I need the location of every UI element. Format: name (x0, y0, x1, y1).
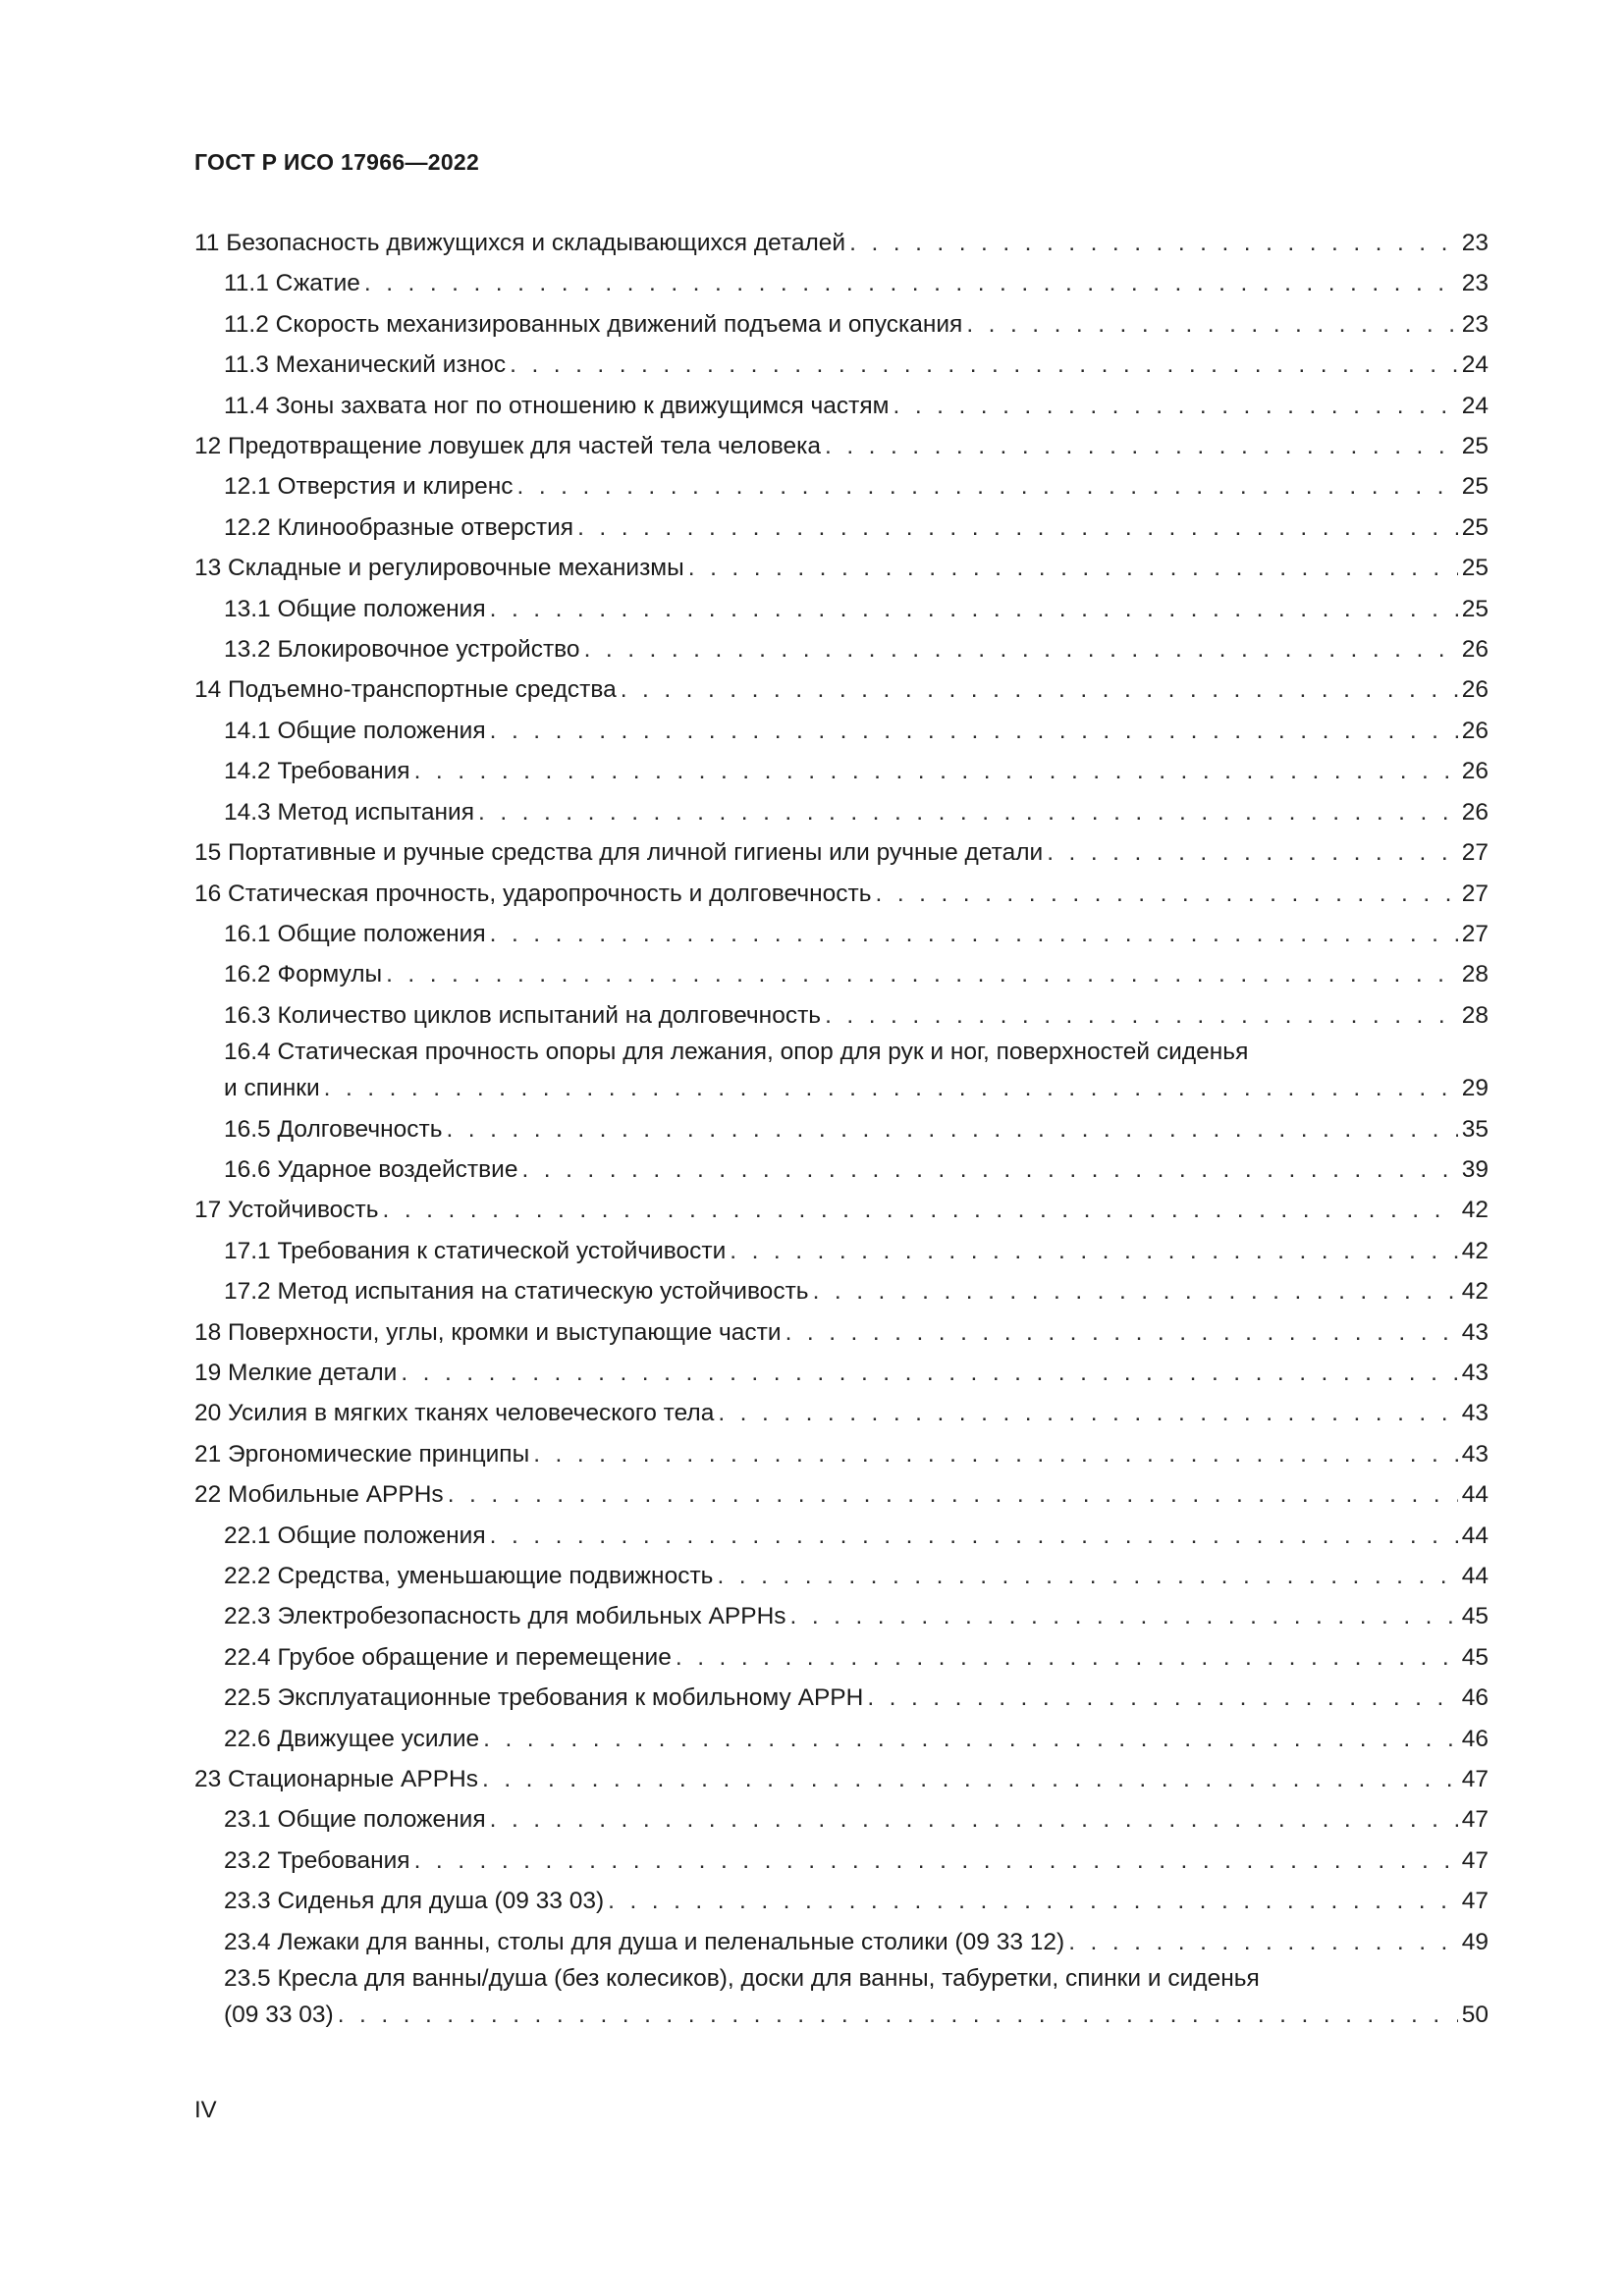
toc-entry-title: 16 Статическая прочность, ударопрочность и долговечность (194, 880, 872, 907)
dot-leader (490, 711, 1458, 751)
dot-leader (876, 874, 1458, 914)
toc-subsection[interactable] (194, 1922, 1489, 1962)
toc-entry-title: 11.4 Зоны захвата ног по отношению к движущимся частям (224, 392, 890, 419)
toc-entry-title: 22.1 Общие положения (224, 1522, 486, 1549)
toc-page-number: 42 (1461, 1278, 1489, 1306)
toc-page-number: 45 (1461, 1643, 1489, 1671)
toc-subsection[interactable] (194, 1109, 1489, 1149)
toc-page-number: 49 (1461, 1928, 1489, 1955)
toc-subsection[interactable] (194, 1556, 1489, 1596)
toc-entry-title: 22.6 Движущее усилие (224, 1725, 480, 1752)
toc-subsection[interactable] (194, 386, 1489, 426)
toc-entry-title: 11 Безопасность движущихся и складывающихся деталей (194, 230, 846, 256)
toc-entry-title-continuation: и спинки (224, 1075, 320, 1102)
toc-page-number: 26 (1461, 798, 1489, 826)
dot-leader (867, 1678, 1457, 1718)
toc-section[interactable] (194, 548, 1489, 588)
toc-section[interactable] (194, 1353, 1489, 1393)
toc-subsection[interactable] (194, 507, 1489, 548)
toc-subsection[interactable] (194, 1962, 1489, 2035)
dot-leader (893, 386, 1458, 426)
toc-section[interactable] (194, 669, 1489, 710)
toc-entry-title: 20 Усилия в мягких тканях человеческого тела (194, 1400, 715, 1427)
dot-leader (584, 629, 1458, 669)
toc-section[interactable] (194, 1312, 1489, 1353)
toc-subsection[interactable] (194, 751, 1489, 791)
toc-section[interactable] (194, 1434, 1489, 1474)
toc-page-number: 44 (1461, 1563, 1489, 1589)
toc-subsection[interactable] (194, 914, 1489, 954)
toc-entry-title: 15 Портативные и ручные средства для личной гигиены или ручные детали (194, 839, 1044, 867)
toc-entry-title: 18 Поверхности, углы, кромки и выступающие части (194, 1318, 782, 1346)
toc-entry-title: 16.4 Статическая прочность опоры для лежания, опор для рук и ног, поверхностей сиденья (224, 1039, 1249, 1066)
toc-page-number: 25 (1461, 433, 1489, 460)
document-header: ГОСТ Р ИСО 17966—2022 (194, 149, 480, 175)
dot-leader (482, 1759, 1458, 1799)
toc-entry-title: 19 Мелкие детали (194, 1359, 398, 1386)
toc-page-number: 45 (1461, 1603, 1489, 1630)
toc-page-number: 27 (1461, 920, 1489, 947)
toc-page-number: 42 (1461, 1197, 1489, 1224)
toc-page-number: 47 (1461, 1888, 1489, 1915)
toc-page-number: 25 (1461, 555, 1489, 582)
toc-section[interactable] (194, 1393, 1489, 1433)
toc-entry-title: 22.4 Грубое обращение и перемещение (224, 1643, 672, 1671)
toc-entry-title: 11.2 Скорость механизированных движений подъема и опускания (224, 310, 963, 338)
dot-leader (813, 1271, 1458, 1311)
toc-entry-title: 17.2 Метод испытания на статическую устойчивость (224, 1278, 809, 1306)
toc-page-number: 46 (1461, 1725, 1489, 1752)
toc-entry-title: 16.6 Ударное воздействие (224, 1155, 518, 1183)
toc-subsection[interactable] (194, 1231, 1489, 1271)
toc-entry-title: 11.3 Механический износ (224, 351, 507, 379)
toc-page-number: 23 (1461, 270, 1489, 297)
toc-entry-title: 16.2 Формулы (224, 961, 383, 988)
toc-page-number: 27 (1461, 880, 1489, 907)
toc-page-number: 23 (1461, 310, 1489, 338)
toc-entry-title: 22.3 Электробезопасность для мобильных APPHs (224, 1603, 786, 1630)
toc-entry-title: 16.5 Долговечность (224, 1115, 443, 1143)
dot-leader (608, 1881, 1458, 1921)
dot-leader (414, 1841, 1458, 1881)
toc-entry-title: 12.2 Клинообразные отверстия (224, 513, 574, 541)
toc-page-number: 25 (1461, 473, 1489, 501)
toc-subsection[interactable] (194, 1799, 1489, 1840)
page-number: IV (194, 2097, 217, 2123)
toc-entry-title: 12 Предотвращение ловушек для частей тела человека (194, 433, 822, 460)
toc-page-number: 39 (1461, 1155, 1489, 1183)
toc-page-number: 26 (1461, 676, 1489, 704)
toc-page-number: 26 (1461, 636, 1489, 664)
dot-leader (510, 345, 1458, 385)
dot-leader (386, 954, 1458, 994)
dot-leader (448, 1474, 1458, 1515)
toc-subsection[interactable] (194, 1516, 1489, 1556)
toc-entry-title: 23.3 Сиденья для душа (09 33 03) (224, 1888, 605, 1915)
dot-leader (490, 589, 1458, 629)
toc-entry-title: 17.1 Требования к статической устойчивости (224, 1237, 727, 1264)
dot-leader (849, 223, 1458, 263)
toc-page-number: 35 (1461, 1115, 1489, 1143)
toc-page-number: 44 (1461, 1522, 1489, 1549)
toc-entry-title: 23 Стационарные APPHs (194, 1766, 478, 1793)
toc-subsection[interactable] (194, 589, 1489, 629)
dot-leader (338, 1995, 1458, 2035)
dot-leader (1047, 832, 1458, 873)
toc-page-number: 26 (1461, 758, 1489, 785)
toc-page-number: 46 (1461, 1684, 1489, 1712)
toc-entry-title: 23.5 Кресла для ванны/душа (без колесиков), доски для ванны, табуретки, спинки и сиденья (224, 1965, 1260, 1993)
dot-leader (730, 1231, 1457, 1271)
toc-subsection[interactable] (194, 629, 1489, 669)
toc-subsection[interactable] (194, 263, 1489, 303)
toc-page-number: 47 (1461, 1846, 1489, 1874)
table-of-contents (194, 223, 1489, 2035)
dot-leader (364, 263, 1458, 303)
toc-section[interactable] (194, 832, 1489, 873)
dot-leader (483, 1719, 1458, 1759)
toc-entry-title: 22 Мобильные APPHs (194, 1481, 444, 1509)
toc-subsection[interactable] (194, 995, 1489, 1036)
toc-subsection[interactable] (194, 1678, 1489, 1718)
toc-entry-title: 21 Эргономические принципы (194, 1440, 530, 1468)
toc-subsection[interactable] (194, 1637, 1489, 1678)
toc-entry-title: 14.3 Метод испытания (224, 798, 474, 826)
toc-entry-title: 14 Подъемно-транспортные средства (194, 676, 617, 704)
toc-subsection[interactable] (194, 711, 1489, 751)
dot-leader (676, 1637, 1458, 1678)
toc-page-number: 47 (1461, 1806, 1489, 1834)
toc-entry-title: 11.1 Сжатие (224, 270, 360, 297)
dot-leader (383, 1190, 1458, 1230)
toc-page-number: 26 (1461, 717, 1489, 744)
toc-subsection[interactable] (194, 1719, 1489, 1759)
dot-leader (414, 751, 1458, 791)
toc-entry-title: 23.4 Лежаки для ванны, столы для душа и пеленальные столики (09 33 12) (224, 1928, 1065, 1955)
dot-leader (825, 426, 1458, 466)
dot-leader (478, 792, 1458, 832)
toc-subsection[interactable] (194, 792, 1489, 832)
toc-entry-title: 17 Устойчивость (194, 1197, 379, 1224)
dot-leader (718, 1393, 1457, 1433)
toc-subsection[interactable] (194, 1149, 1489, 1190)
toc-page-number: 43 (1461, 1400, 1489, 1427)
toc-page-number: 27 (1461, 839, 1489, 867)
dot-leader (825, 995, 1458, 1036)
dot-leader (533, 1434, 1458, 1474)
toc-page-number: 47 (1461, 1766, 1489, 1793)
dot-leader (621, 669, 1458, 710)
toc-subsection[interactable] (194, 1036, 1489, 1108)
dot-leader (1068, 1922, 1458, 1962)
toc-subsection[interactable] (194, 954, 1489, 994)
dot-leader (521, 1149, 1457, 1190)
dot-leader (490, 1799, 1458, 1840)
dot-leader (790, 1596, 1458, 1636)
toc-subsection[interactable] (194, 1881, 1489, 1921)
toc-subsection[interactable] (194, 466, 1489, 507)
toc-subsection[interactable] (194, 345, 1489, 385)
toc-entry-title: 14.2 Требования (224, 758, 410, 785)
toc-subsection[interactable] (194, 1271, 1489, 1311)
dot-leader (688, 548, 1458, 588)
dot-leader (577, 507, 1458, 548)
toc-entry-title: 23.2 Требования (224, 1846, 410, 1874)
toc-section[interactable] (194, 1474, 1489, 1515)
toc-page-number: 50 (1461, 2002, 1489, 2029)
dot-leader (717, 1556, 1457, 1596)
dot-leader (446, 1109, 1457, 1149)
toc-entry-title: 16.1 Общие положения (224, 920, 486, 947)
dot-leader (966, 304, 1457, 345)
toc-section[interactable] (194, 1190, 1489, 1230)
toc-section[interactable] (194, 1759, 1489, 1799)
toc-subsection[interactable] (194, 1596, 1489, 1636)
toc-page-number: 25 (1461, 595, 1489, 622)
toc-entry-title: 14.1 Общие положения (224, 717, 486, 744)
toc-page-number: 29 (1461, 1075, 1489, 1102)
toc-entry-title: 13.2 Блокировочное устройство (224, 636, 580, 664)
toc-page-number: 24 (1461, 392, 1489, 419)
toc-page-number: 23 (1461, 230, 1489, 256)
toc-entry-title: 13.1 Общие положения (224, 595, 486, 622)
toc-page-number: 25 (1461, 513, 1489, 541)
toc-subsection[interactable] (194, 1841, 1489, 1881)
toc-entry-title-continuation: (09 33 03) (224, 2002, 334, 2029)
toc-page-number: 24 (1461, 351, 1489, 379)
toc-page-number: 28 (1461, 1001, 1489, 1029)
dot-leader (324, 1068, 1458, 1108)
toc-entry-title: 16.3 Количество циклов испытаний на долговечность (224, 1001, 822, 1029)
toc-entry-title: 13 Складные и регулировочные механизмы (194, 555, 684, 582)
dot-leader (490, 1516, 1458, 1556)
toc-entry-title: 12.1 Отверстия и клиренс (224, 473, 514, 501)
toc-section[interactable] (194, 223, 1489, 263)
toc-subsection[interactable] (194, 304, 1489, 345)
toc-page-number: 42 (1461, 1237, 1489, 1264)
dot-leader (490, 914, 1458, 954)
toc-entry-title: 22.2 Средства, уменьшающие подвижность (224, 1563, 714, 1589)
toc-page-number: 43 (1461, 1359, 1489, 1386)
toc-page-number: 43 (1461, 1440, 1489, 1468)
toc-entry-title: 23.1 Общие положения (224, 1806, 486, 1834)
dot-leader (517, 466, 1458, 507)
dot-leader (785, 1312, 1458, 1353)
toc-page-number: 44 (1461, 1481, 1489, 1509)
dot-leader (401, 1353, 1457, 1393)
toc-page-number: 28 (1461, 961, 1489, 988)
toc-section[interactable] (194, 874, 1489, 914)
toc-page-number: 43 (1461, 1318, 1489, 1346)
toc-section[interactable] (194, 426, 1489, 466)
toc-entry-title: 22.5 Эксплуатационные требования к мобильному APPH (224, 1684, 864, 1712)
